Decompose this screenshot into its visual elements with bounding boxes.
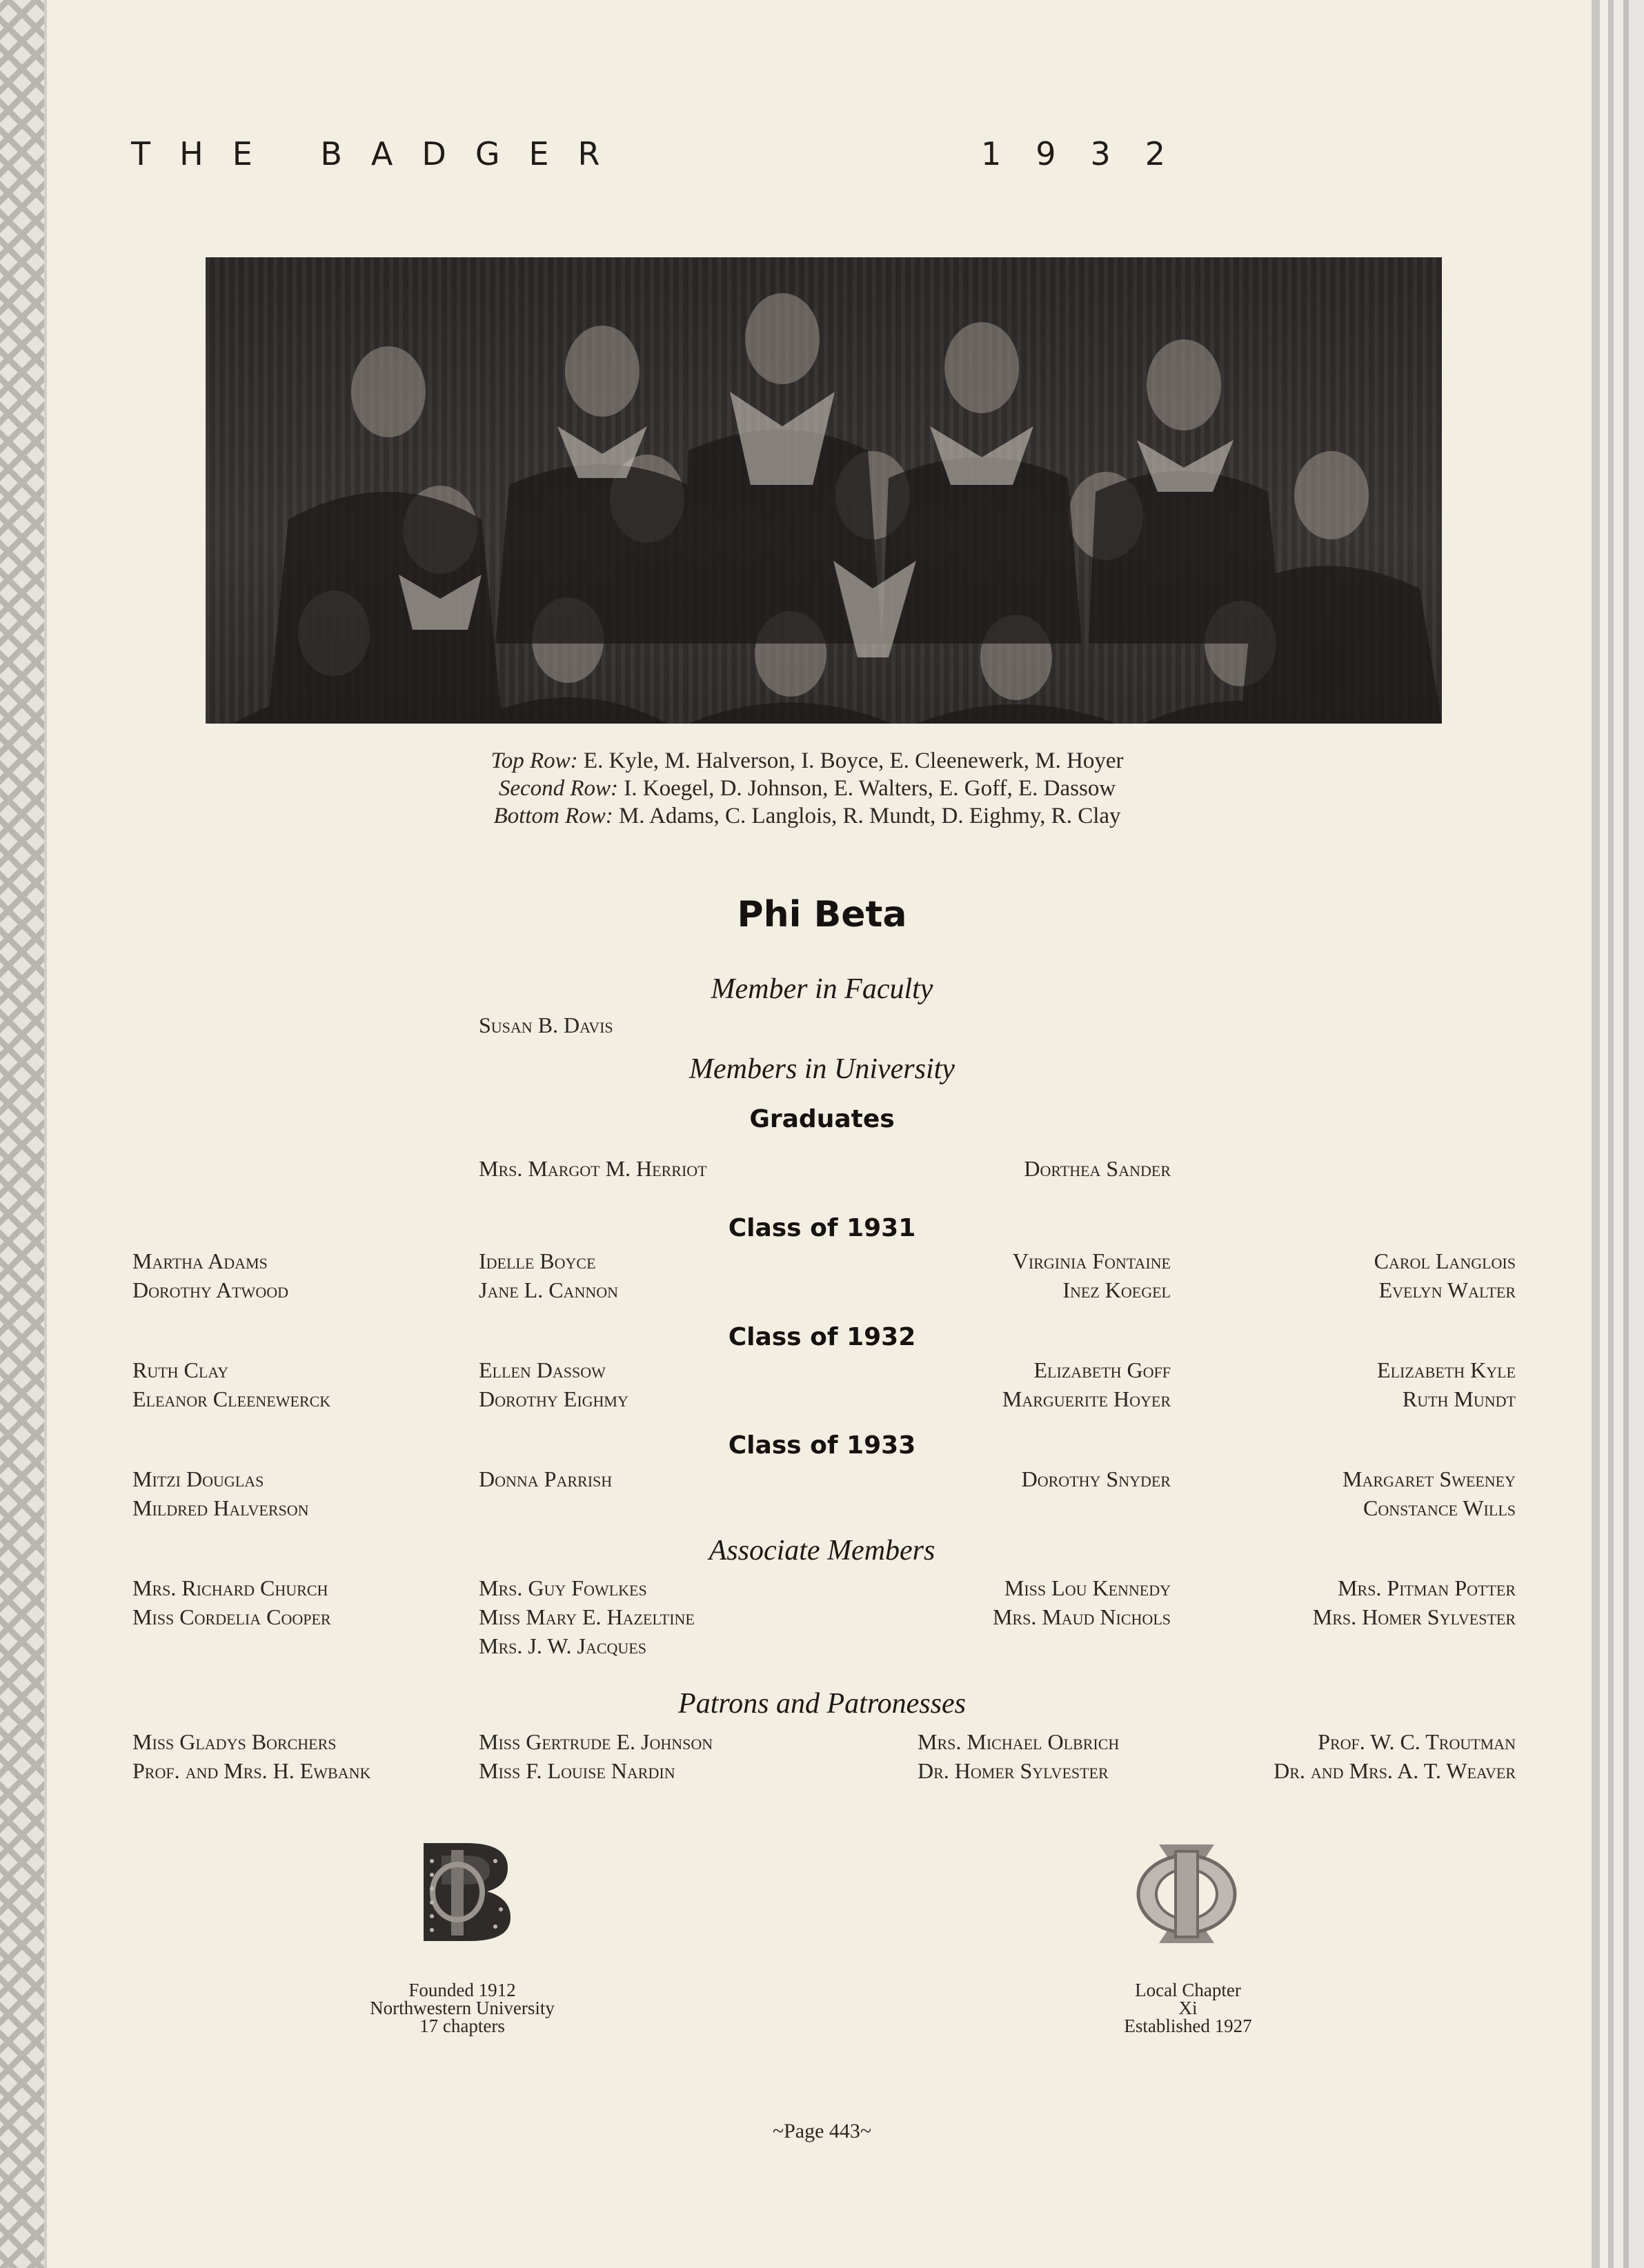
chapter-note: [1050, 1981, 1326, 2035]
class-1931-heading: Class of 1931: [728, 1214, 916, 1242]
faculty-member: Susan B. Davis: [479, 1013, 613, 1037]
associate-name: Mrs. Guy Fowlkes: [479, 1575, 647, 1600]
decorative-right-border: [1585, 0, 1644, 2268]
caption-row-names: M. Adams, C. Langlois, R. Mundt, D. Eighmy, R. Clay: [618, 804, 1121, 828]
member-name: Idelle Boyce: [479, 1249, 596, 1273]
patron-name: Miss Gladys Borchers: [132, 1729, 337, 1754]
associate-name: Mrs. Pitman Potter: [1338, 1575, 1516, 1600]
chapter-line: Local Chapter: [1135, 1980, 1241, 2000]
chapter-line: Established 1927: [1124, 2016, 1252, 2036]
patron-name: Prof. and Mrs. H. Ewbank: [132, 1758, 371, 1783]
member-name: Ellen Dassow: [479, 1357, 606, 1382]
graduate-name: Dorthea Sander: [1024, 1156, 1171, 1181]
associate-name: Mrs. Maud Nichols: [992, 1604, 1171, 1629]
caption-row-label: Bottom Row:: [493, 804, 613, 828]
patron-name: Mrs. Michael Olbrich: [918, 1729, 1120, 1754]
member-name: Donna Parrish: [479, 1466, 613, 1491]
member-name: Eleanor Cleenewerck: [132, 1386, 331, 1411]
member-name: Ruth Clay: [132, 1357, 229, 1382]
photo-caption: [290, 747, 1325, 830]
caption-row: [290, 747, 1325, 775]
running-head-title: THE BADGER: [131, 135, 629, 172]
chapter-line: Xi: [1178, 1998, 1198, 2018]
caption-row-label: Top Row:: [491, 748, 578, 773]
founding-line: Northwestern University: [370, 1998, 555, 2018]
member-name: Elizabeth Kyle: [1377, 1357, 1516, 1382]
founding-note: [324, 1981, 600, 2035]
running-head: [131, 135, 1207, 177]
member-name: Inez Koegel: [1062, 1277, 1171, 1302]
decorative-left-border: [0, 0, 47, 2268]
caption-row: [290, 775, 1325, 802]
member-name: Dorothy Eighmy: [479, 1386, 628, 1411]
patron-name: Dr. and Mrs. A. T. Weaver: [1274, 1758, 1516, 1783]
patrons-heading: Patrons and Patronesses: [678, 1688, 966, 1720]
member-name: Constance Wills: [1363, 1495, 1516, 1520]
class-1933-heading: Class of 1933: [728, 1431, 916, 1460]
patron-name: Miss F. Louise Nardin: [479, 1758, 675, 1783]
faculty-heading: Member in Faculty: [711, 973, 933, 1005]
associate-name: Mrs. Homer Sylvester: [1312, 1604, 1516, 1629]
member-name: Carol Langlois: [1374, 1249, 1516, 1273]
associate-name: Mrs. J. W. Jacques: [479, 1633, 646, 1658]
class-1932-heading: Class of 1932: [728, 1323, 916, 1351]
associates-heading: Associate Members: [709, 1535, 935, 1566]
caption-row: [290, 802, 1325, 830]
member-name: Marguerite Hoyer: [1002, 1386, 1171, 1411]
beta-pin-icon: [418, 1840, 515, 1944]
group-photo: [206, 257, 1442, 724]
member-name: Martha Adams: [132, 1249, 268, 1273]
associate-name: Miss Lou Kennedy: [1004, 1575, 1171, 1600]
member-name: Margaret Sweeney: [1343, 1466, 1516, 1491]
member-name: Evelyn Walter: [1378, 1277, 1516, 1302]
associate-name: Miss Mary E. Hazeltine: [479, 1604, 695, 1629]
patron-name: Prof. W. C. Troutman: [1318, 1729, 1516, 1754]
running-head-year: 1932: [981, 135, 1200, 172]
patron-name: Miss Gertrude E. Johnson: [479, 1729, 713, 1754]
member-name: Dorothy Snyder: [1021, 1466, 1171, 1491]
graduates-heading: Graduates: [749, 1105, 895, 1133]
patron-name: Dr. Homer Sylvester: [918, 1758, 1109, 1783]
associate-name: Mrs. Richard Church: [132, 1575, 328, 1600]
caption-row-label: Second Row:: [498, 776, 619, 801]
associate-name: Miss Cordelia Cooper: [132, 1604, 331, 1629]
caption-row-names: I. Koegel, D. Johnson, E. Walters, E. Goff, E. Dassow: [624, 776, 1116, 801]
member-name: Elizabeth Goff: [1033, 1357, 1171, 1382]
organization-title: Phi Beta: [737, 894, 907, 935]
graduate-name: Mrs. Margot M. Herriot: [479, 1156, 707, 1181]
member-name: Jane L. Cannon: [479, 1277, 618, 1302]
founding-line: Founded 1912: [408, 1980, 516, 2000]
member-name: Ruth Mundt: [1402, 1386, 1516, 1411]
university-heading: Members in University: [689, 1053, 955, 1085]
page-number: ~Page 443~: [772, 2120, 872, 2142]
member-name: Virginia Fontaine: [1012, 1249, 1171, 1273]
member-name: Mitzi Douglas: [132, 1466, 264, 1491]
founding-line: 17 chapters: [419, 2016, 505, 2036]
member-name: Dorothy Atwood: [132, 1277, 288, 1302]
member-name: Mildred Halverson: [132, 1495, 309, 1520]
phi-crest-icon: [1131, 1840, 1242, 1947]
caption-row-names: E. Kyle, M. Halverson, I. Boyce, E. Cleenewerk, M. Hoyer: [583, 748, 1124, 773]
